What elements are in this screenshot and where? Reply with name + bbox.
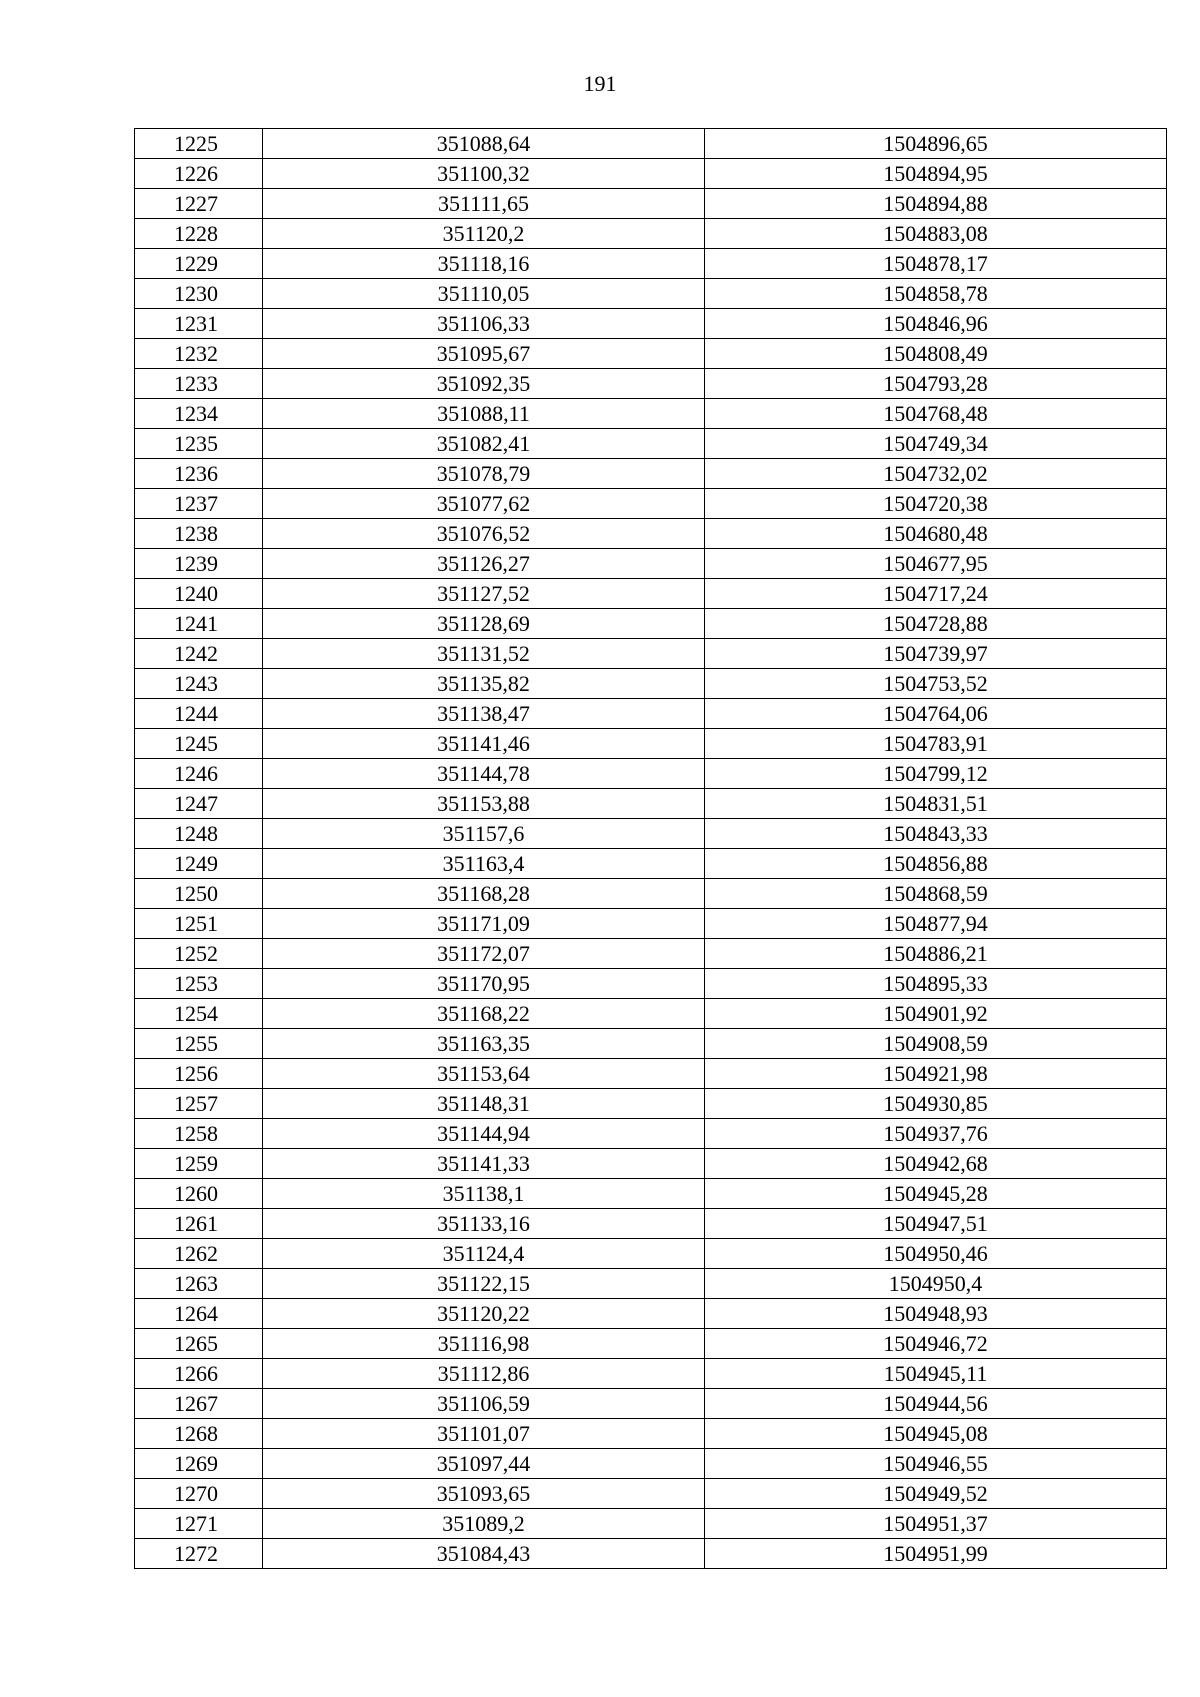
y-coordinate-cell: 1504921,98	[705, 1059, 1167, 1089]
y-coordinate-cell: 1504951,37	[705, 1509, 1167, 1539]
point-number-cell: 1255	[135, 1029, 263, 1059]
x-coordinate-cell: 351118,16	[263, 249, 705, 279]
point-number-cell: 1264	[135, 1299, 263, 1329]
x-coordinate-cell: 351170,95	[263, 969, 705, 999]
x-coordinate-cell: 351157,6	[263, 819, 705, 849]
point-number-cell: 1268	[135, 1419, 263, 1449]
x-coordinate-cell: 351092,35	[263, 369, 705, 399]
x-coordinate-cell: 351153,64	[263, 1059, 705, 1089]
point-number-cell: 1252	[135, 939, 263, 969]
x-coordinate-cell: 351111,65	[263, 189, 705, 219]
table-row	[135, 459, 1167, 489]
y-coordinate-cell: 1504948,93	[705, 1299, 1167, 1329]
table-row	[135, 849, 1167, 879]
x-coordinate-cell: 351163,35	[263, 1029, 705, 1059]
point-number-cell: 1267	[135, 1389, 263, 1419]
y-coordinate-cell: 1504946,55	[705, 1449, 1167, 1479]
table-row	[135, 249, 1167, 279]
x-coordinate-cell: 351127,52	[263, 579, 705, 609]
table-row	[135, 729, 1167, 759]
point-number-cell: 1249	[135, 849, 263, 879]
point-number-cell: 1243	[135, 669, 263, 699]
point-number-cell: 1239	[135, 549, 263, 579]
x-coordinate-cell: 351168,22	[263, 999, 705, 1029]
table-row	[135, 159, 1167, 189]
point-number-cell: 1260	[135, 1179, 263, 1209]
coordinates-table	[134, 128, 1167, 1569]
y-coordinate-cell: 1504937,76	[705, 1119, 1167, 1149]
x-coordinate-cell: 351128,69	[263, 609, 705, 639]
y-coordinate-cell: 1504793,28	[705, 369, 1167, 399]
point-number-cell: 1238	[135, 519, 263, 549]
table-row	[135, 1419, 1167, 1449]
y-coordinate-cell: 1504808,49	[705, 339, 1167, 369]
table-row	[135, 999, 1167, 1029]
x-coordinate-cell: 351082,41	[263, 429, 705, 459]
table-row	[135, 549, 1167, 579]
y-coordinate-cell: 1504942,68	[705, 1149, 1167, 1179]
point-number-cell: 1228	[135, 219, 263, 249]
x-coordinate-cell: 351131,52	[263, 639, 705, 669]
table-row	[135, 1329, 1167, 1359]
point-number-cell: 1258	[135, 1119, 263, 1149]
table-row	[135, 1119, 1167, 1149]
point-number-cell: 1270	[135, 1479, 263, 1509]
x-coordinate-cell: 351120,2	[263, 219, 705, 249]
page-number: 191	[583, 71, 617, 96]
x-coordinate-cell: 351122,15	[263, 1269, 705, 1299]
point-number-cell: 1234	[135, 399, 263, 429]
point-number-cell: 1235	[135, 429, 263, 459]
y-coordinate-cell: 1504946,72	[705, 1329, 1167, 1359]
x-coordinate-cell: 351088,64	[263, 129, 705, 159]
x-coordinate-cell: 351076,52	[263, 519, 705, 549]
table-row	[135, 189, 1167, 219]
table-row	[135, 759, 1167, 789]
table-row	[135, 879, 1167, 909]
y-coordinate-cell: 1504950,46	[705, 1239, 1167, 1269]
y-coordinate-cell: 1504878,17	[705, 249, 1167, 279]
table-row	[135, 609, 1167, 639]
x-coordinate-cell: 351106,59	[263, 1389, 705, 1419]
y-coordinate-cell: 1504858,78	[705, 279, 1167, 309]
point-number-cell: 1237	[135, 489, 263, 519]
y-coordinate-cell: 1504783,91	[705, 729, 1167, 759]
x-coordinate-cell: 351141,46	[263, 729, 705, 759]
x-coordinate-cell: 351141,33	[263, 1149, 705, 1179]
table-row	[135, 1389, 1167, 1419]
x-coordinate-cell: 351138,47	[263, 699, 705, 729]
point-number-cell: 1246	[135, 759, 263, 789]
point-number-cell: 1247	[135, 789, 263, 819]
x-coordinate-cell: 351078,79	[263, 459, 705, 489]
point-number-cell: 1244	[135, 699, 263, 729]
y-coordinate-cell: 1504950,4	[705, 1269, 1167, 1299]
coordinates-table-body	[135, 129, 1167, 1569]
point-number-cell: 1241	[135, 609, 263, 639]
table-row	[135, 669, 1167, 699]
point-number-cell: 1226	[135, 159, 263, 189]
y-coordinate-cell: 1504945,08	[705, 1419, 1167, 1449]
x-coordinate-cell: 351144,94	[263, 1119, 705, 1149]
table-row	[135, 339, 1167, 369]
x-coordinate-cell: 351124,4	[263, 1239, 705, 1269]
y-coordinate-cell: 1504680,48	[705, 519, 1167, 549]
y-coordinate-cell: 1504677,95	[705, 549, 1167, 579]
table-row	[135, 519, 1167, 549]
point-number-cell: 1261	[135, 1209, 263, 1239]
point-number-cell: 1230	[135, 279, 263, 309]
y-coordinate-cell: 1504753,52	[705, 669, 1167, 699]
point-number-cell: 1242	[135, 639, 263, 669]
table-row	[135, 369, 1167, 399]
x-coordinate-cell: 351093,65	[263, 1479, 705, 1509]
point-number-cell: 1256	[135, 1059, 263, 1089]
point-number-cell: 1229	[135, 249, 263, 279]
x-coordinate-cell: 351168,28	[263, 879, 705, 909]
table-row	[135, 1299, 1167, 1329]
point-number-cell: 1248	[135, 819, 263, 849]
x-coordinate-cell: 351153,88	[263, 789, 705, 819]
point-number-cell: 1272	[135, 1539, 263, 1569]
y-coordinate-cell: 1504843,33	[705, 819, 1167, 849]
table-row	[135, 129, 1167, 159]
x-coordinate-cell: 351084,43	[263, 1539, 705, 1569]
table-row	[135, 1509, 1167, 1539]
point-number-cell: 1240	[135, 579, 263, 609]
point-number-cell: 1225	[135, 129, 263, 159]
x-coordinate-cell: 351095,67	[263, 339, 705, 369]
y-coordinate-cell: 1504945,28	[705, 1179, 1167, 1209]
table-row	[135, 1239, 1167, 1269]
y-coordinate-cell: 1504846,96	[705, 309, 1167, 339]
table-row	[135, 219, 1167, 249]
y-coordinate-cell: 1504717,24	[705, 579, 1167, 609]
x-coordinate-cell: 351171,09	[263, 909, 705, 939]
y-coordinate-cell: 1504949,52	[705, 1479, 1167, 1509]
table-row	[135, 1179, 1167, 1209]
table-row	[135, 1359, 1167, 1389]
table-row	[135, 1089, 1167, 1119]
x-coordinate-cell: 351126,27	[263, 549, 705, 579]
point-number-cell: 1227	[135, 189, 263, 219]
x-coordinate-cell: 351100,32	[263, 159, 705, 189]
y-coordinate-cell: 1504901,92	[705, 999, 1167, 1029]
y-coordinate-cell: 1504896,65	[705, 129, 1167, 159]
x-coordinate-cell: 351101,07	[263, 1419, 705, 1449]
table-row	[135, 1539, 1167, 1569]
table-row	[135, 819, 1167, 849]
table-row	[135, 789, 1167, 819]
table-row	[135, 699, 1167, 729]
x-coordinate-cell: 351089,2	[263, 1509, 705, 1539]
x-coordinate-cell: 351163,4	[263, 849, 705, 879]
y-coordinate-cell: 1504895,33	[705, 969, 1167, 999]
x-coordinate-cell: 351120,22	[263, 1299, 705, 1329]
y-coordinate-cell: 1504883,08	[705, 219, 1167, 249]
y-coordinate-cell: 1504732,02	[705, 459, 1167, 489]
point-number-cell: 1263	[135, 1269, 263, 1299]
point-number-cell: 1271	[135, 1509, 263, 1539]
x-coordinate-cell: 351077,62	[263, 489, 705, 519]
point-number-cell: 1257	[135, 1089, 263, 1119]
y-coordinate-cell: 1504908,59	[705, 1029, 1167, 1059]
table-row	[135, 969, 1167, 999]
y-coordinate-cell: 1504886,21	[705, 939, 1167, 969]
table-row	[135, 489, 1167, 519]
y-coordinate-cell: 1504951,99	[705, 1539, 1167, 1569]
y-coordinate-cell: 1504749,34	[705, 429, 1167, 459]
y-coordinate-cell: 1504894,88	[705, 189, 1167, 219]
y-coordinate-cell: 1504720,38	[705, 489, 1167, 519]
y-coordinate-cell: 1504944,56	[705, 1389, 1167, 1419]
y-coordinate-cell: 1504945,11	[705, 1359, 1167, 1389]
table-row	[135, 1059, 1167, 1089]
table-row	[135, 1209, 1167, 1239]
x-coordinate-cell: 351133,16	[263, 1209, 705, 1239]
table-row	[135, 909, 1167, 939]
y-coordinate-cell: 1504739,97	[705, 639, 1167, 669]
table-row	[135, 1029, 1167, 1059]
point-number-cell: 1266	[135, 1359, 263, 1389]
table-row	[135, 639, 1167, 669]
x-coordinate-cell: 351106,33	[263, 309, 705, 339]
y-coordinate-cell: 1504856,88	[705, 849, 1167, 879]
y-coordinate-cell: 1504799,12	[705, 759, 1167, 789]
y-coordinate-cell: 1504868,59	[705, 879, 1167, 909]
x-coordinate-cell: 351112,86	[263, 1359, 705, 1389]
y-coordinate-cell: 1504947,51	[705, 1209, 1167, 1239]
point-number-cell: 1236	[135, 459, 263, 489]
point-number-cell: 1262	[135, 1239, 263, 1269]
x-coordinate-cell: 351097,44	[263, 1449, 705, 1479]
table-row	[135, 279, 1167, 309]
table-row	[135, 399, 1167, 429]
point-number-cell: 1254	[135, 999, 263, 1029]
x-coordinate-cell: 351088,11	[263, 399, 705, 429]
table-row	[135, 1479, 1167, 1509]
y-coordinate-cell: 1504930,85	[705, 1089, 1167, 1119]
x-coordinate-cell: 351148,31	[263, 1089, 705, 1119]
table-row	[135, 1449, 1167, 1479]
x-coordinate-cell: 351135,82	[263, 669, 705, 699]
point-number-cell: 1232	[135, 339, 263, 369]
point-number-cell: 1231	[135, 309, 263, 339]
point-number-cell: 1253	[135, 969, 263, 999]
y-coordinate-cell: 1504831,51	[705, 789, 1167, 819]
table-row	[135, 939, 1167, 969]
table-row	[135, 309, 1167, 339]
y-coordinate-cell: 1504768,48	[705, 399, 1167, 429]
point-number-cell: 1233	[135, 369, 263, 399]
y-coordinate-cell: 1504728,88	[705, 609, 1167, 639]
table-row	[135, 579, 1167, 609]
point-number-cell: 1269	[135, 1449, 263, 1479]
point-number-cell: 1265	[135, 1329, 263, 1359]
point-number-cell: 1250	[135, 879, 263, 909]
x-coordinate-cell: 351172,07	[263, 939, 705, 969]
y-coordinate-cell: 1504894,95	[705, 159, 1167, 189]
x-coordinate-cell: 351110,05	[263, 279, 705, 309]
table-row	[135, 1149, 1167, 1179]
y-coordinate-cell: 1504764,06	[705, 699, 1167, 729]
point-number-cell: 1245	[135, 729, 263, 759]
x-coordinate-cell: 351138,1	[263, 1179, 705, 1209]
table-row	[135, 429, 1167, 459]
y-coordinate-cell: 1504877,94	[705, 909, 1167, 939]
x-coordinate-cell: 351144,78	[263, 759, 705, 789]
table-row	[135, 1269, 1167, 1299]
x-coordinate-cell: 351116,98	[263, 1329, 705, 1359]
point-number-cell: 1259	[135, 1149, 263, 1179]
point-number-cell: 1251	[135, 909, 263, 939]
